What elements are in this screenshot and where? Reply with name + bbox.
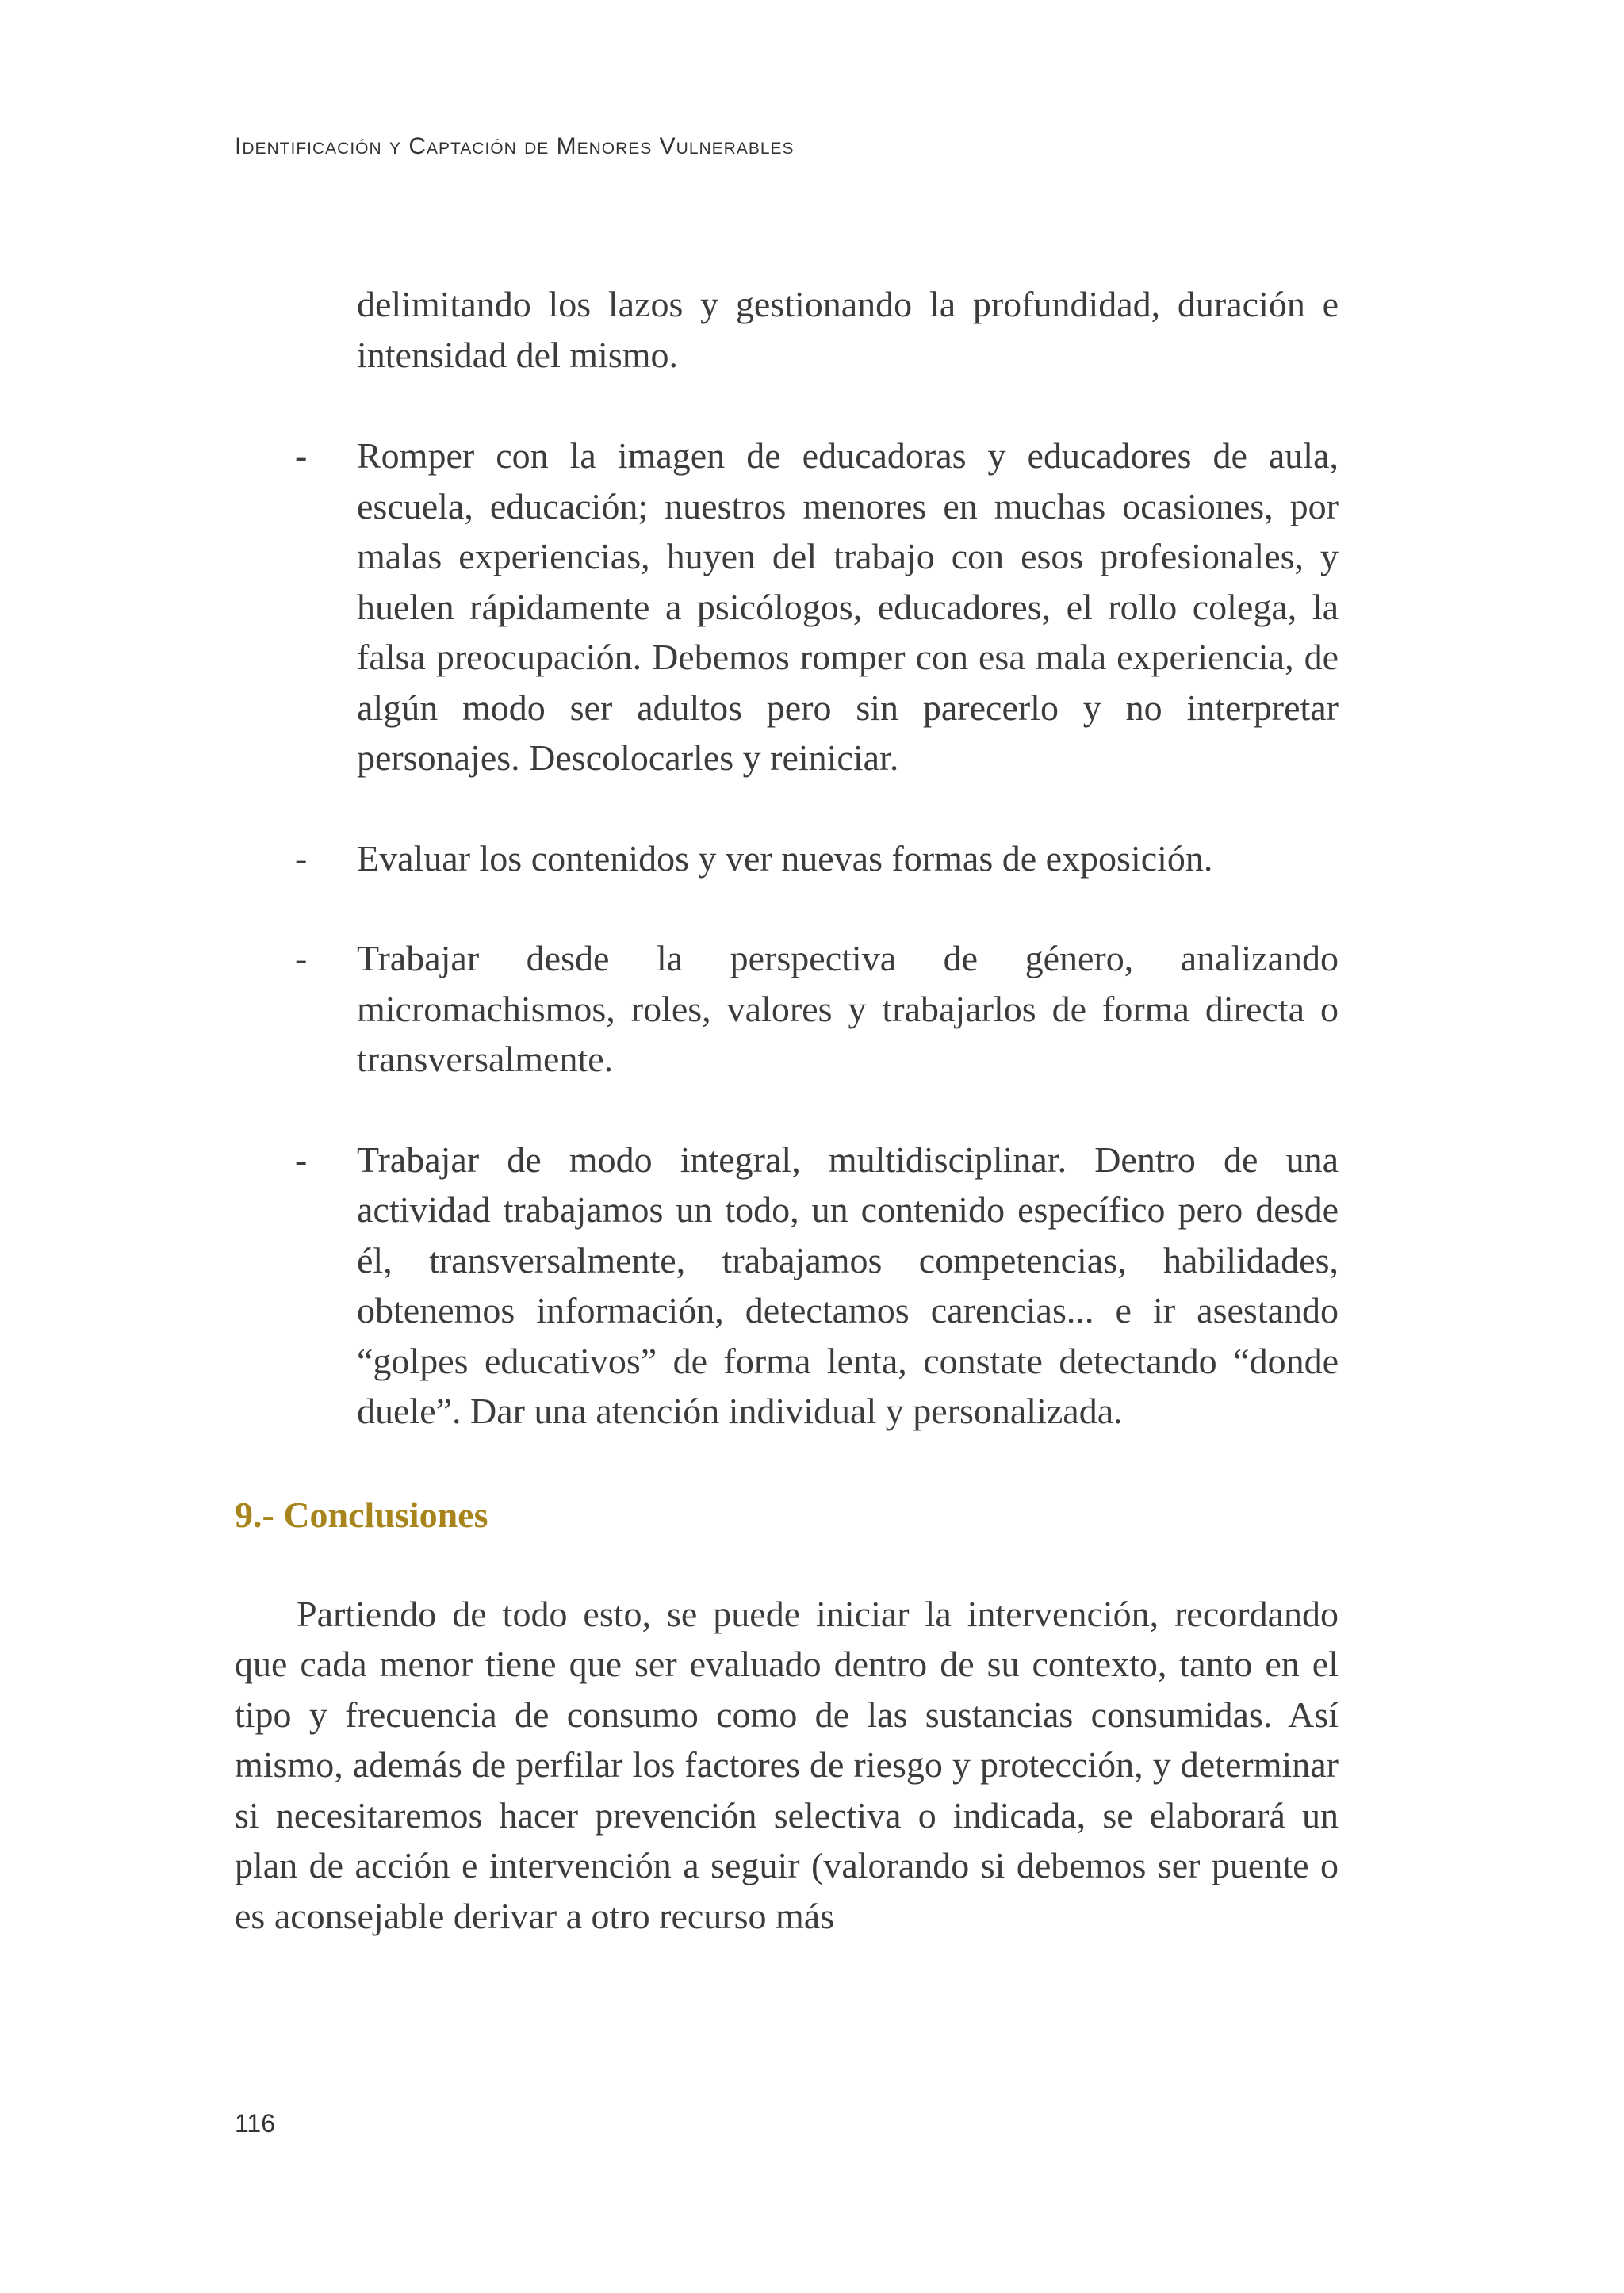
dash-bullet: - — [295, 938, 308, 978]
page-number: 116 — [235, 2109, 276, 2138]
list-item-continuation: delimitando los lazos y gestionando la profundidad, duración e intensidad del mismo. — [357, 284, 1339, 375]
list-item — [235, 1135, 1339, 1437]
page-body — [235, 279, 1339, 1941]
list-item-text: Evaluar los contenidos y ver nuevas formas de exposición. — [357, 837, 1213, 879]
dash-bullet: - — [295, 837, 308, 879]
list-item-text: Trabajar de modo integral, multidisciplinar. Dentro de una actividad trabajamos un todo, un contenido específico pero desde él, transversalmente, trabajamos competencias, habilidades, obtenemos información, detectamos carencias... e ir asestando “golpes educativos” de forma lenta, constate detectando “donde duele”. Dar una atención individual y personalizada. — [357, 1139, 1339, 1431]
dash-bullet: - — [295, 435, 308, 476]
list-item — [235, 431, 1339, 783]
list-item — [235, 833, 1339, 884]
running-header: Identificación y Captación de Menores Vulnerables — [235, 133, 795, 159]
body-paragraph: Partiendo de todo esto, se puede iniciar la intervención, recordando que cada menor tiene que ser evaluado dentro de su contexto, tanto en el tipo y frecuencia de consumo como de las sustancias consumidas. Así mismo, además de perfilar los factores de riesgo y protección, y determinar si necesitaremos hacer prevención selectiva o indicada, se elaborará un plan de acción e intervención a seguir (valorando si debemos ser puente o es aconsejable derivar a otro recurso más — [235, 1593, 1339, 1936]
list-item — [235, 933, 1339, 1085]
list-item-text: Trabajar desde la perspectiva de género, analizando micromachismos, roles, valores y trabajarlos de forma directa o transversalmente. — [357, 938, 1339, 1079]
dash-bullet: - — [295, 1139, 308, 1180]
list-item-text: Romper con la imagen de educadoras y educadores de aula, escuela, educación; nuestros menores en muchas ocasiones, por malas experiencias, huyen del trabajo con esos profesionales, y huelen rápidamente a psicólogos, educadores, el rollo colega, la falsa preocupación. Debemos romper con esa mala experiencia, de algún modo ser adultos pero sin parecerlo y no interpretar personajes. Descolocarles y reiniciar. — [357, 435, 1339, 778]
section-heading: 9.- Conclusiones — [235, 1494, 488, 1535]
